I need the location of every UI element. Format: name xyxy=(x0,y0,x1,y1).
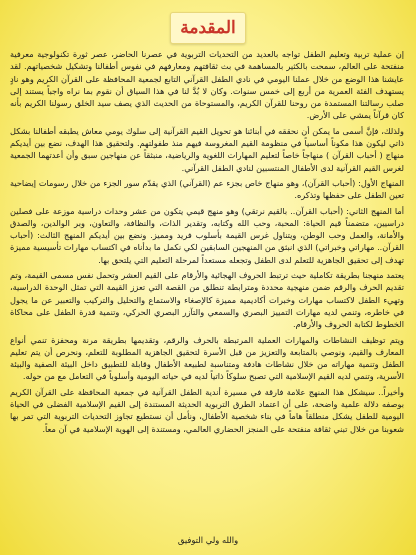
paragraph-1: إن عملية تربية وتعليم الطفل تواجه بالعديد من التحديات التربوية في عصرنا الحاضر، عصر ثورة تكنولوجية معرفية منفتحة على العالم، سمحت بالكثير بالمساهمة في بث ثقافتهم ومعارفهم في نفوس أطفالنا وتشكيل شخصياتهم. لقد عايشنا هذا الوضع من خلال عملنا اليومي في نادي الطفل القرآني التابع لجمعية المحافظة على القرآن الكريم وهو نادٍ يستهدف الفئة العمرية من أربع إلى خمس سنوات. وكان لا بُدَّ لنا في هذا السياق أن نقوم بما نراه واجباً يستند إلى صلب رسالتنا المستمدة من روحنا للقرآن الكريم، والمستوحاة من الحديث الذي يصف سيد الخلق رسولنا الكريم بأنه كان قرآناً يمشي على الأرض. xyxy=(10,49,404,121)
page-title: المقدمة xyxy=(180,18,236,38)
paragraph-2: ولذلك، فإنَّ أسمى ما يمكن أن نحققه في أبنائنا هو تحويل القيم القرآنية إلى سلوك يومي معاش يطبقه أطفالنا بشكل ذاتي ليكون هذا مكوناً أساسياً في منظومة القيم المغروسة فيهم منذ طفولتهم. ولتحقيق هذا الهدف، نضع بين أيديكم منهاج ( أحباب القرآن ) منهاجاً خاصاً لتعليم المهارات اللغوية والرياضية، منبثقاً عن منهاجين سبق وأن أعدتهما الجمعية لغرس القيم القرآنية لدى الأطفال المنتسبين لنادي الطفل القرآني. xyxy=(10,125,404,173)
paragraph-3: المنهاج الأول: (أحباب القرآن)، وهو منهاج خاص بجزء عم (القرآني) الذي يقدّم سور الجزء من خلال رسومات إيضاحية تعين الطفل على حفظها وتذكره. xyxy=(10,177,404,201)
closing-signoff: والله ولي التوفيق xyxy=(177,535,239,545)
title-box xyxy=(170,12,246,44)
paragraph-5: يعتمد منهجنا بطريقة تكاملية حيث ترتبط الحروف الهجائية والأرقام على القيم العشر وتحمل نفس مسمى القيمة، وتم تقديم الحرف والرقم ضمن منهجية محددة ومترابطة تنطلق من القصة التي تعزز القيمة التي تمثل الوحدة الدراسية، وتهيء الطفل لاكتساب مهارات وخبرات أكاديمية مميزة كالإصغاء والاستماع والتحليل والتركيب والتعبير عن ما يجول في خاطره، وتنمي لديه مهارات التمييز البصري والسمعي والتآزر البصري الحركي، وتنمية قدرة الطفل على محاكاة الخطوط لكتابة الحروف والأرقام. xyxy=(10,270,404,330)
paragraph-4: أما المنهج الثاني: (أحباب القرآن.. بالقيم نرتقي) وهو منهج قيمي يتكون من عشر وحدات دراسية موزعة على فصلين دراسيين، متضمناً قيم الحياة: المحبة، وحب الله وكتابه، وتقدير الذات، والنظافة، والتعاون، وبر الوالدين، والصدق والأمانة، والعمل وحب الوطن، ويتناول غرس القيمة بأسلوب فريد ومميز. ونضع بين أيديكم المنهج الثالث: (أحباب القرآن.. مهاراتي وخبراتي) الذي انبثق من المنهجين السابقين لكي نكمل ما بدأناه في اكتساب مهارات تأسيسية مميزة تهدف إلى تحقيق الجاهزية للتعلم لدى الطفل وتجعله مستعداً لمرحلة التعليم التي يلتحق بها. xyxy=(10,205,404,265)
introduction-body xyxy=(10,48,404,438)
paragraph-6: ويتم توظيف النشاطات والمهارات العملية المرتبطة بالحرف والرقم، وتقديمها بطريقة مرنة ومحفزة تنمي أنواع المعارف والقيم، ونوصي بالمتابعة والتعزيز من قبل الأسرة لتحقيق الجاهزية المطلوبة للتعلم، ونحرص أن يتم تعليم الطفل وتنمية مهاراته من خلال نشاطات هادفة ومتناسبة لطبيعة الأطفال وقابلة للتطبيق داخل البيئة الصفية والبيئة الأسرية، وتنمي لديه القيم الإسلامية التي تصبح سلوكاً ذاتياً لديه في حياته اليومية وأسلوباً في التعامل مع من حوله. xyxy=(10,334,404,382)
paragraph-7: وأخيراً.. سيشكل هذا المنهج علامة فارقة في مسيرة أندية الطفل القرآنية في جمعية المحافظة على القرآن الكريم بوصفه دلالة علمية واضحة، على أن اعتماد الطرق التربوية الحديثة المستندة إلى القيم الإسلامية الفضلى في الحياة اليومية للطفل يشكل منطلقاً هاماً في بناء شخصية الأطفال، ونأمل أن نستطيع تجاوز التحديات التربوية التي تمر بها شعوبنا من خلال تبني ثقافة منفتحة على المنجز الحضاري العالمي، ومستندة إلى الهوية الإسلامية في آن معاً. xyxy=(10,386,404,434)
